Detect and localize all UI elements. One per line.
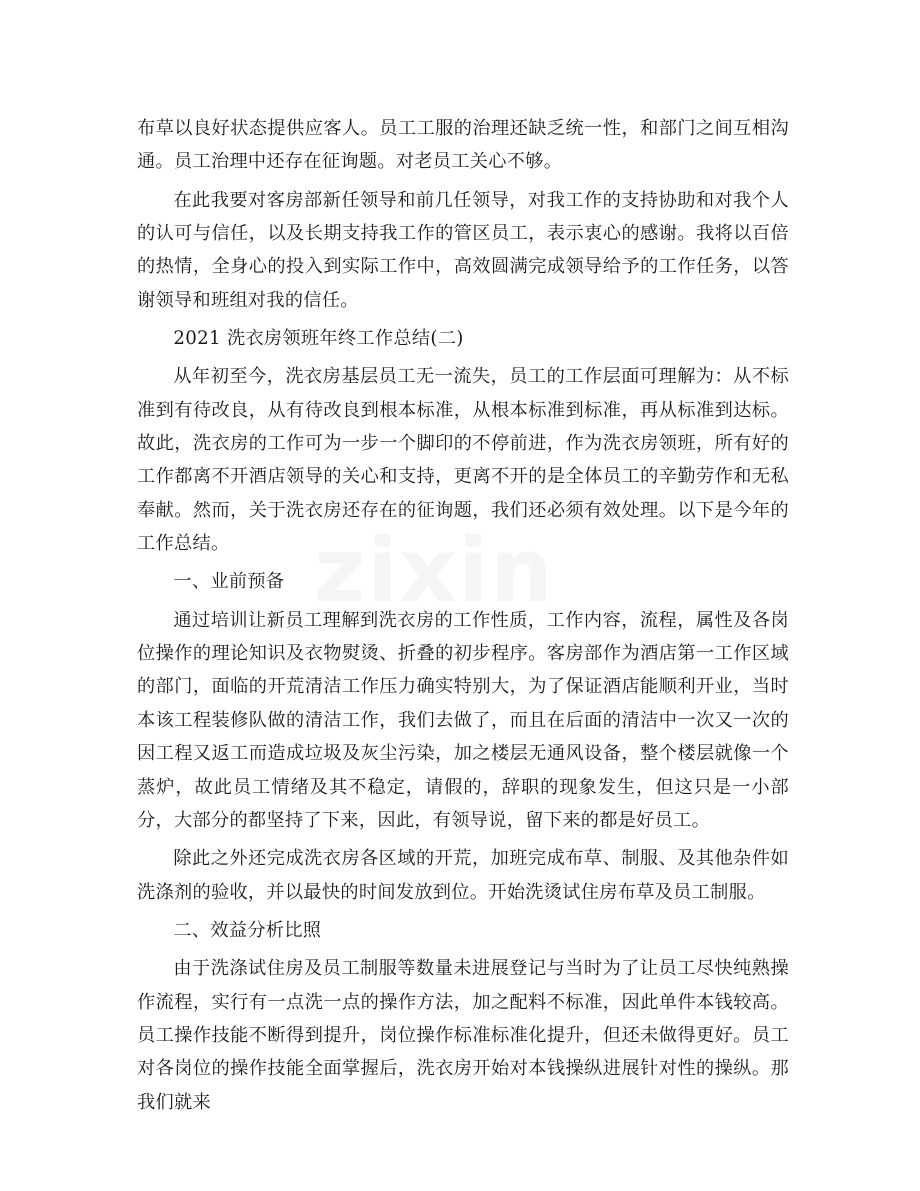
document-body: [137, 112, 789, 1124]
watermark: zixin: [314, 519, 555, 622]
section-heading: 一、业前预备: [173, 571, 285, 593]
paragraph: 除此之外还完成洗衣房各区域的开荒，加班完成布草、制服、及其他杂件如洗涤剂的验收，并以最快的时间发放到位。开始洗烫试住房布草及员工制服。: [137, 848, 789, 903]
paragraph: 布草以良好状态提供应客人。员工工服的治理还缺乏统一性，和部门之间互相沟通。员工治理中还存在征询题。对老员工关心不够。: [137, 118, 789, 173]
section-heading: 二、效益分析比照: [173, 919, 322, 941]
paragraph: 从年初至今，洗衣房基层员工无一流失，员工的工作层面可理解为：从不标准到有待改良，从有待改良到根本标准，从根本标准到标准，再从标准到达标。故此，洗衣房的工作可为一步一个脚印的不停前进，作为洗衣房领班，所有好的工作都离不开酒店领导的关心和支持，更离不开的是全体员工的辛勤劳作和无私奉献。然而，关于洗衣房还存在的征询题，我们还必须有效处理。以下是今年的工作总结。: [137, 366, 789, 555]
paragraph: 在此我要对客房部新任领导和前几任领导，对我工作的支持协助和对我个人的认可与信任，以及长期支持我工作的管区员工，表示衷心的感谢。我将以百倍的热情，全身心的投入到实际工作中，高效圆满完成领导给予的工作任务，以答谢领导和班组对我的信任。: [137, 189, 789, 311]
paragraph: 通过培训让新员工理解到洗衣房的工作性质，工作内容，流程，属性及各岗位操作的理论知识及衣物熨烫、折叠的初步程序。客房部作为酒店第一工作区域的部门，面临的开荒清洁工作压力确实特别大，为了保证酒店能顺利开业，当时本该工程装修队做的清洁工作，我们去做了，而且在后面的清洁中一次又一次的因工程又返工而造成垃圾及灰尘污染，加之楼层无通风设备，整个楼层就像一个蒸炉，故此员工情绪及其不稳定，请假的，辞职的现象发生，但这只是一小部分，大部分的都坚持了下来，因此，有领导说，留下来的都是好员工。: [137, 609, 789, 832]
paragraph: 由于洗涤试住房及员工制服等数量未进展登记与当时为了让员工尽快纯熟操作流程，实行有一点洗一点的操作方法，加之配料不标准，因此单件本钱较高。员工操作技能不断得到提升，岗位操作标准标准化提升，但还未做得更好。员工对各岗位的操作技能全面掌握后，洗衣房开始对本钱操纵进展针对性的操纵。那我们就来: [137, 958, 789, 1113]
section-title: 2021 洗衣房领班年终工作总结(二): [173, 328, 464, 350]
